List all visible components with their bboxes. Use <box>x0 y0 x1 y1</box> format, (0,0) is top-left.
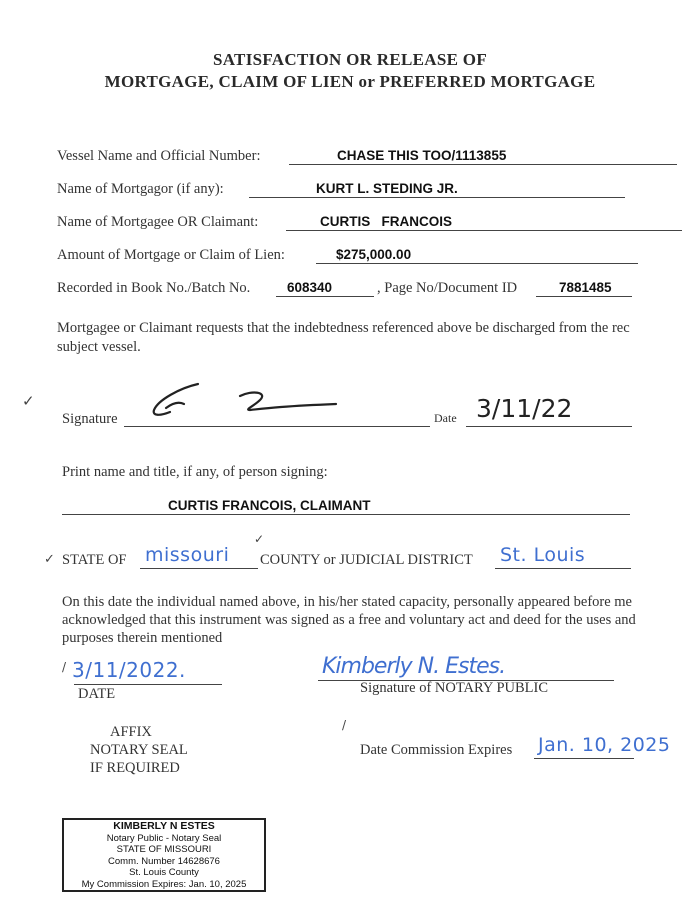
date-line <box>466 426 632 427</box>
mortgagor-value: KURT L. STEDING JR. <box>316 181 458 196</box>
state-value: missouri <box>145 544 230 566</box>
page-value: 7881485 <box>559 280 612 295</box>
seal-line3: STATE OF MISSOURI <box>116 844 212 855</box>
vessel-label: Vessel Name and Official Number: <box>57 148 261 164</box>
form-title-line2: MORTGAGE, CLAIM OF LIEN or PREFERRED MORTGAGE <box>104 72 596 91</box>
notary-signature: Kimberly N. Estes. <box>322 654 506 679</box>
ack-line2: acknowledged that this instrument was signed as a free and voluntary act and deed for the uses and <box>62 612 636 628</box>
commission-line <box>534 758 634 759</box>
tick-icon: / <box>62 660 67 674</box>
notary-signature-label: Signature of NOTARY PUBLIC <box>360 680 549 696</box>
mortgagee-value: CURTIS FRANCOIS <box>320 214 453 229</box>
notary-date-value: 3/11/2022. <box>72 658 186 682</box>
amount-line <box>316 263 638 264</box>
seal-line2: Notary Public - Notary Seal <box>106 832 222 844</box>
vessel-line <box>289 164 677 165</box>
amount-label: Amount of Mortgage or Claim of Lien: <box>57 247 285 263</box>
check-mark-icon: ✓ <box>22 392 35 410</box>
request-line1: Mortgagee or Claimant requests that the indebtedness referenced above be discharged from the rec <box>57 320 630 336</box>
claimant-signature-icon <box>140 378 340 428</box>
seal-line6: My Commission Expires: Jan. 10, 2025 <box>81 878 247 890</box>
book-line <box>276 296 374 297</box>
amount-value: $275,000.00 <box>336 247 412 262</box>
print-name-label: Print name and title, if any, of person signing: <box>62 464 328 480</box>
county-label: COUNTY or JUDICIAL DISTRICT <box>260 552 473 568</box>
page-line <box>536 296 632 297</box>
county-value: St. Louis <box>500 544 586 566</box>
state-label: STATE OF <box>62 552 127 568</box>
print-name-value: CURTIS FRANCOIS, CLAIMANT <box>168 498 371 513</box>
mortgagee-line <box>286 230 682 231</box>
check-mark-icon: ✓ <box>254 532 265 546</box>
ack-line1: On this date the individual named above, in his/her stated capacity, personally appeared before me <box>62 594 632 610</box>
book-value: 608340 <box>287 280 333 295</box>
state-line <box>140 568 258 569</box>
request-line2: subject vessel. <box>57 339 141 355</box>
affix-line1: AFFIX <box>110 724 152 740</box>
book-label: Recorded in Book No./Batch No. <box>57 280 251 296</box>
date-label: Date <box>434 411 457 425</box>
seal-line5: St. Louis County <box>129 867 199 878</box>
mortgagor-label: Name of Mortgagor (if any): <box>57 181 224 197</box>
check-mark-icon: ✓ <box>44 552 55 567</box>
print-name-line <box>62 514 630 515</box>
page-label: , Page No/Document ID <box>377 280 518 296</box>
vessel-value: CHASE THIS TOO/1113855 <box>337 148 507 163</box>
affix-line3: IF REQUIRED <box>90 760 180 776</box>
signature-label: Signature <box>62 411 118 427</box>
seal-line4: Comm. Number 14628676 <box>108 855 220 867</box>
seal-name: KIMBERLY N ESTES <box>113 820 215 832</box>
notary-seal-stamp <box>62 818 266 892</box>
mortgagee-label: Name of Mortgagee OR Claimant: <box>57 214 259 230</box>
signature-date: 3/11/22 <box>476 394 573 423</box>
notary-date-label: DATE <box>78 686 116 702</box>
affix-line2: NOTARY SEAL <box>90 742 188 758</box>
mortgagor-line <box>249 197 625 198</box>
county-line <box>495 568 631 569</box>
commission-label: Date Commission Expires <box>360 742 513 758</box>
commission-value: Jan. 10, 2025 <box>538 734 671 756</box>
notary-date-line <box>74 684 222 685</box>
tick-icon: / <box>342 718 347 732</box>
form-title-line1: SATISFACTION OR RELEASE OF <box>212 50 488 69</box>
ack-line3: purposes therein mentioned <box>62 630 223 646</box>
